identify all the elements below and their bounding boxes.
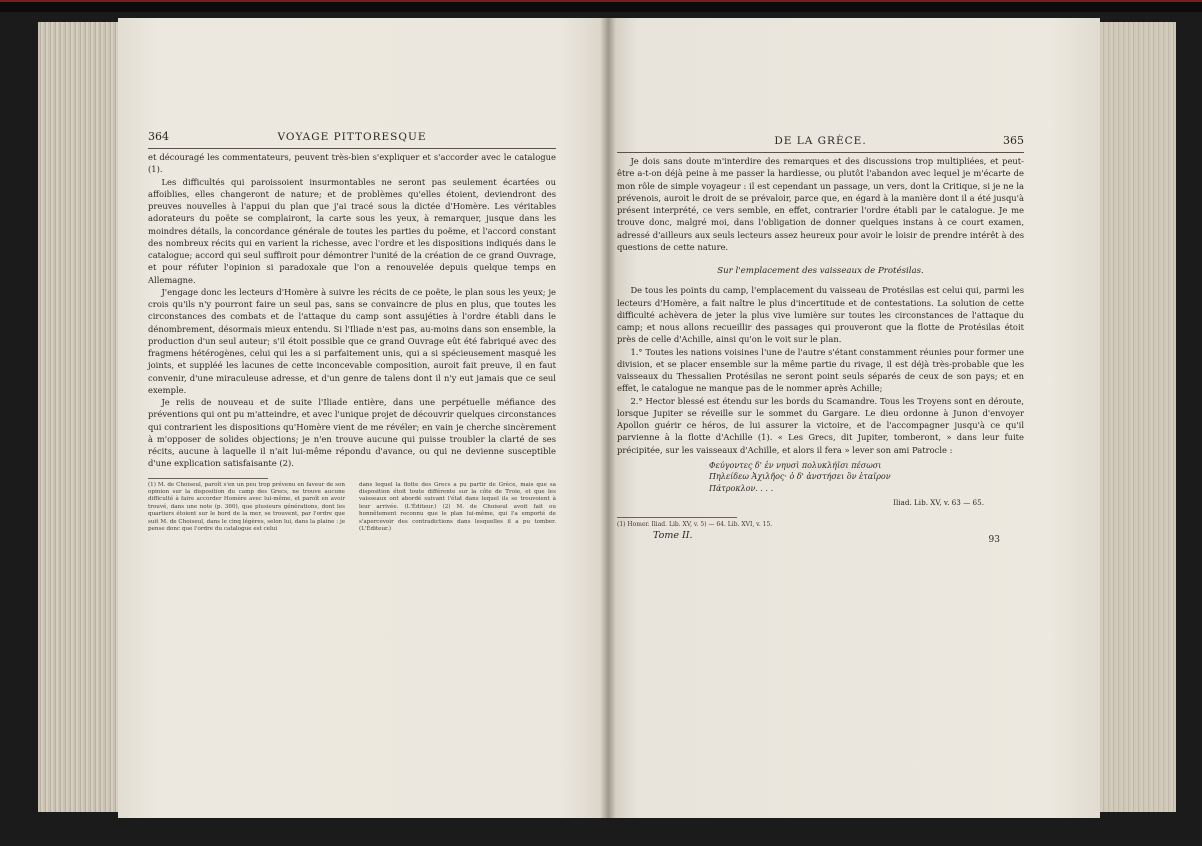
book-edge-right [1096, 22, 1176, 812]
verse-line-3: Πάτροκλον. . . . [709, 483, 774, 493]
right-running-head [617, 135, 1024, 149]
left-footnote-rule [148, 478, 268, 479]
verse-citation: Iliad. Lib. XV, v. 63 — 65. [893, 497, 984, 507]
verse-line-1: Φεύγοντες δ' ἐν νηυσὶ πολυκλήϊσι πέσωσι [709, 460, 882, 470]
left-running-title: VOYAGE PITTORESQUE [277, 131, 427, 143]
left-paragraph-2: Les difficultés qui paroissoient insurmontables ne seront pas seulement écartées ou affoiblies, elles changeront de nature; et de problèmes qu'elles étoient, deviendront des preuves nouvelles à l'appui du plan que j'ai tracé sous la dictée d'Homère. Les véritables adorateurs du poëte se complairont, la carte sous les yeux, à remarquer, jusque dans les moindres détails, la concordance générale de toutes les parties du poëme, et l'accord constant des nombreux récits qui en varient la richesse, avec l'ordre et les dispositions indiqués dans le catalogue; accord qui seul suffiroit pour démontrer l'unité de la création de ce grand Ouvrage, et pour réfuter l'opinion si paradoxale que l'on a renouvelée depuis quelque temps en Allemagne. [148, 176, 556, 285]
left-paragraph-1: et découragé les commentateurs, peuvent très-bien s'expliquer et s'accorder avec le catalogue (1). [148, 152, 556, 175]
left-page-number: 364 [148, 130, 169, 143]
scanner-red-line [0, 0, 1202, 2]
right-paragraph-1: Je dois sans doute m'interdire des remarques et des discussions trop multipliées, et peut-être a-t-on déjà peine à me passer la hardiesse, ou plutôt l'abandon avec lequel je m'écarte de mon rôle de simple voyageur : il est cependant un passage, un vers, dont la Critique, si je ne la prévenois, auroit le droit de se prévaloir, parce que, en égard à la manière dont il a été jusqu'à présent interprété, ce vers semble, en effet, contrarier l'ordre établi par le catalogue. Je me trouve donc, malgré moi, dans l'obligation de donner quelques instans à ce court examen, adressé d'ailleurs aux seuls lecteurs assez heureux pour avoir le loisir de prendre intérêt à des questions de cette nature. [617, 156, 1024, 252]
right-head-rule [617, 152, 1024, 153]
right-page-content [617, 135, 1024, 544]
right-page-bottom [617, 530, 1024, 544]
book-gutter [600, 18, 616, 818]
right-footnote-rule [617, 517, 737, 518]
verse-line-2: Πηλείδεω Ἀχιλῆος· ὁ δ' ἀνστήσει ὃν ἑταῖρον [709, 472, 891, 482]
signature-mark: 93 [988, 534, 1000, 545]
scanner-top-strip [0, 0, 1202, 12]
left-paragraph-4: Je relis de nouveau et de suite l'Iliade entière, dans une perpétuelle méfiance des préventions qui ont pu m'atteindre, et avec l'unique projet de découvrir quelques circonstances qui contrarient les dispositions qu'Homère vient de me révéler; en vain je cherche sincèrement à m'opposer de solides objections; je n'en trouve aucune qui puisse troubler la clarté de ses récits, aucune à laquelle il n'ait lui-même répondu d'avance, ou qui ne devienne susceptible d'une explication satisfaisante (2). [148, 397, 556, 469]
right-page-number: 365 [1003, 134, 1024, 147]
right-paragraph-2: De tous les points du camp, l'emplacement du vaisseau de Protésilas est celui qui, parmi les lecteurs d'Homère, a fait naître le plus d'incertitude et de contestations. La solution de cette difficulté achèvera de jeter la plus vive lumière sur toutes les circonstances de l'attaque du camp; et nous allons recueillir des passages qui prouveront que la flotte de Protésilas étoit près de celle d'Achille, ainsi qu'on le voit sur le plan. [617, 285, 1024, 345]
left-footnotes [148, 482, 556, 534]
left-footnote-col-2: dans lequel la flotte des Grecs a pu partir de Grèce, mais que sa disposition étoit toute différente sur la côte de Troie, et que les vaisseaux ont abordé suivant l'état dans lequel ils se trouvoient à leur arrivée. (L'Éditeur.) (2) M. de Choiseul avoit fait ou honnêtement reconnu que le plan lui-même, qui l'a emporté de s'apercevoir des contradictions dans lesquelles il a pu tomber. (L'Éditeur.) [359, 481, 556, 532]
right-paragraph-4: 2.° Hector blessé est étendu sur les bords du Scamandre. Tous les Troyens sont en déroute, lorsque Jupiter se réveille sur le sommet du Gargare. Le dieu ordonne à Junon d'envoyer Apollon guérir ce héros, de lui assurer la victoire, et de l'accompagner jusqu'à ce qu'il parvienne à la flotte d'Achille (1). « Les Grecs, dit Jupiter, tomberont, » dans leur fuite précipitée, sur les vaisseaux d'Achille, et alors il fera » lever son ami Patrocle : [617, 395, 1024, 455]
left-footnote-col-1: (1) M. de Choiseul, paroît s'en un peu trop prévenu en faveur de son opinion sur la disposition du camp des Grecs, ne trouve aucune difficulté à faire accorder Homère avec lui-même, et paroît en avoir trouvé, dans une note (p. 360), que plusieurs générations, dont les quartiers étoient sur le bord de la mer, se trouvent, par l'ordre que suit M. de Choiseul, dans le cinq légères, selon lui, dans la plaine : je pense donc que l'ordre du catalogue est celui [148, 481, 345, 532]
left-paragraph-3: J'engage donc les lecteurs d'Homère à suivre les récits de ce poëte, le plan sous les yeux; je crois qu'ils n'y pourront faire un seul pas, sans se convaincre de plus en plus, que toutes les circonstances des combats et de l'attaque du camp sont assujéties à l'ordre établi dans le dénombrement, désormais mieux entendu. Si l'Iliade n'est pas, au-moins dans son ensemble, la production d'un seul auteur; s'il étoit possible que ce grand Ouvrage eût été fabriqué avec des fragmens hétérogènes, celui qui les a si parfaitement unis, qui a si spécieusement masqué les joints, et suppléé les lacunes de cette inconcevable composition, auroit fait preuve, il en faut convenir, d'une miraculeuse adresse, et d'un genre de talens dont il n'y eut jamais que ce seul exemple. [148, 286, 556, 395]
left-page-content [148, 131, 556, 533]
right-running-title: DE LA GRÈCE. [774, 135, 867, 147]
section-title: Sur l'emplacement des vaisseaux de Protésilas. [717, 266, 924, 276]
tome-label: Tome II. [653, 529, 693, 541]
book-edge-left [38, 22, 122, 812]
right-footnote: (1) Homer. Iliad. Lib. XV, v. 5) — 64. Lib. XVI, v. 15. [617, 520, 773, 528]
left-head-rule [148, 148, 556, 149]
greek-verse [709, 460, 1024, 495]
left-running-head [148, 131, 556, 145]
right-paragraph-3: 1.° Toutes les nations voisines l'une de l'autre s'étant constamment réunies pour former une division, et se placer ensemble sur la même partie du rivage, il est déjà très-probable que les vaisseaux du Thessalien Protésilas ne seront point seuls séparés de ceux de son pays; et en effet, le catalogue ne manque pas de le nommer après Achille; [617, 346, 1024, 394]
